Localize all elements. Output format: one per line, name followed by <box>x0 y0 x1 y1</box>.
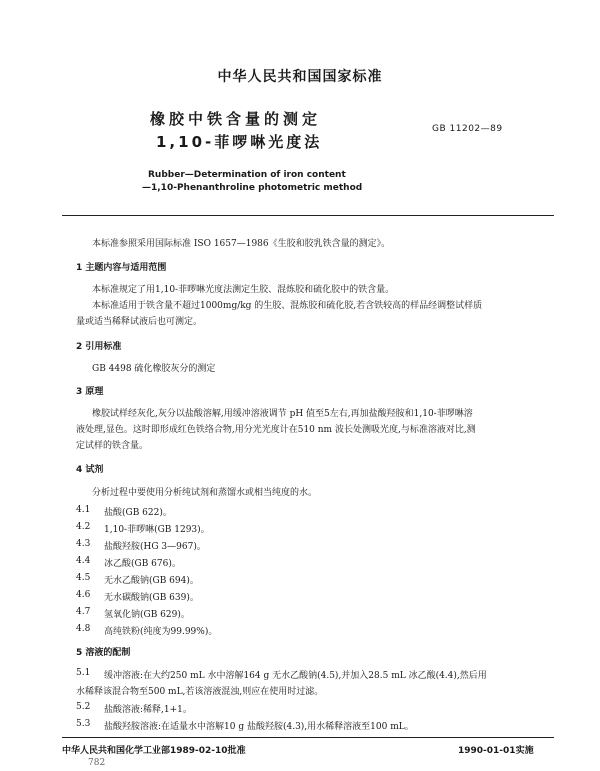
section-1-paragraph-2a: 本标准适用于铁含量不超过1000mg/kg 的生胶、混炼胶和硫化胶,若含铁较高的样品经调整试样质 <box>92 301 483 311</box>
section-2-heading: 2 引用标准 <box>76 342 122 352</box>
standard-code: GB 11202—89 <box>432 124 503 134</box>
section-2-reference: GB 4498 硫化橡胶灰分的测定 <box>92 364 216 374</box>
solution-5-3: 盐酸羟胺溶液:在适量水中溶解10 g 盐酸羟胺(4.3),用水稀释溶液至100 mL。 <box>104 722 414 732</box>
english-title-line2: —1,10-Phenanthroline photometric method <box>142 183 363 193</box>
solution-5-2: 盐酸溶液:稀释,1+1。 <box>104 705 192 715</box>
footer-divider <box>62 737 554 738</box>
solution-5-1-line-a: 缓冲溶液:在大约250 mL 水中溶解164 g 无水乙酸钠(4.5),并加入28.5 mL 冰乙酸(4.4),然后用 <box>104 671 487 681</box>
section-3-line-1: 橡胶试样经灰化,灰分以盐酸溶解,用缓冲溶液调节 pH 值至5左右,再加盐酸羟胺和1,10-菲啰啉溶 <box>92 409 473 419</box>
list-item-number: 4.1 <box>76 505 91 515</box>
list-item-number: 4.6 <box>76 590 91 600</box>
header-divider <box>62 215 554 216</box>
approval-line: 中华人民共和国化学工业部1989-02-10批准 <box>62 746 246 756</box>
list-item: 无水碳酸钠(GB 639)。 <box>104 593 199 603</box>
section-1-paragraph-2b: 量或适当稀释试液后也可测定。 <box>76 317 203 327</box>
implementation-date: 1990-01-01实施 <box>458 746 534 756</box>
list-item: 1,10-菲啰啉(GB 1293)。 <box>104 525 210 535</box>
page-number: 782 <box>88 758 106 768</box>
section-1-heading: 1 主题内容与适用范围 <box>76 263 167 273</box>
document-title-line1: 橡胶中铁含量的测定 <box>150 110 322 128</box>
intro-paragraph: 本标准参照采用国际标准 ISO 1657—1986《生胶和胶乳铁含量的测定》。 <box>92 239 391 249</box>
section-3-line-2: 液处理,显色。这时即形成红色铁络合物,用分光光度计在510 nm 波长处测吸光度,与标准溶液对比,测 <box>76 425 476 435</box>
national-standard-title: 中华人民共和国国家标准 <box>217 69 383 85</box>
document-title-line2: 1,10-菲啰啉光度法 <box>156 133 323 151</box>
list-item: 冰乙酸(GB 676)。 <box>104 559 181 569</box>
list-item: 盐酸(GB 622)。 <box>104 508 172 518</box>
solution-5-1-number: 5.1 <box>76 668 91 678</box>
list-item-number: 4.7 <box>76 607 91 617</box>
list-item-number: 4.2 <box>76 522 91 532</box>
list-item: 盐酸羟胺(HG 3—967)。 <box>104 542 206 552</box>
solution-5-1-line-b: 水稀释该混合物至500 mL,若该溶液混浊,则应在使用时过滤。 <box>76 687 324 697</box>
list-item-number: 4.3 <box>76 539 91 549</box>
section-4-heading: 4 试剂 <box>76 465 104 475</box>
solution-5-2-number: 5.2 <box>76 702 91 712</box>
list-item: 无水乙酸钠(GB 694)。 <box>104 576 199 586</box>
section-3-line-3: 定试样的铁含量。 <box>76 441 149 451</box>
list-item-number: 4.8 <box>76 624 91 634</box>
section-5-heading: 5 溶液的配制 <box>76 648 131 658</box>
english-title-line1: Rubber—Determination of iron content <box>148 170 346 180</box>
section-3-heading: 3 原理 <box>76 387 104 397</box>
section-1-paragraph-1: 本标准规定了用1,10-菲啰啉光度法测定生胶、混炼胶和硫化胶中的铁含量。 <box>92 285 395 295</box>
solution-5-3-number: 5.3 <box>76 719 91 729</box>
list-item-number: 4.5 <box>76 573 91 583</box>
list-item: 高纯铁粉(纯度为99.99%)。 <box>104 627 218 637</box>
section-4-lead: 分析过程中要使用分析纯试剂和蒸馏水或相当纯度的水。 <box>92 488 318 498</box>
list-item: 氢氧化钠(GB 629)。 <box>104 610 190 620</box>
list-item-number: 4.4 <box>76 556 91 566</box>
